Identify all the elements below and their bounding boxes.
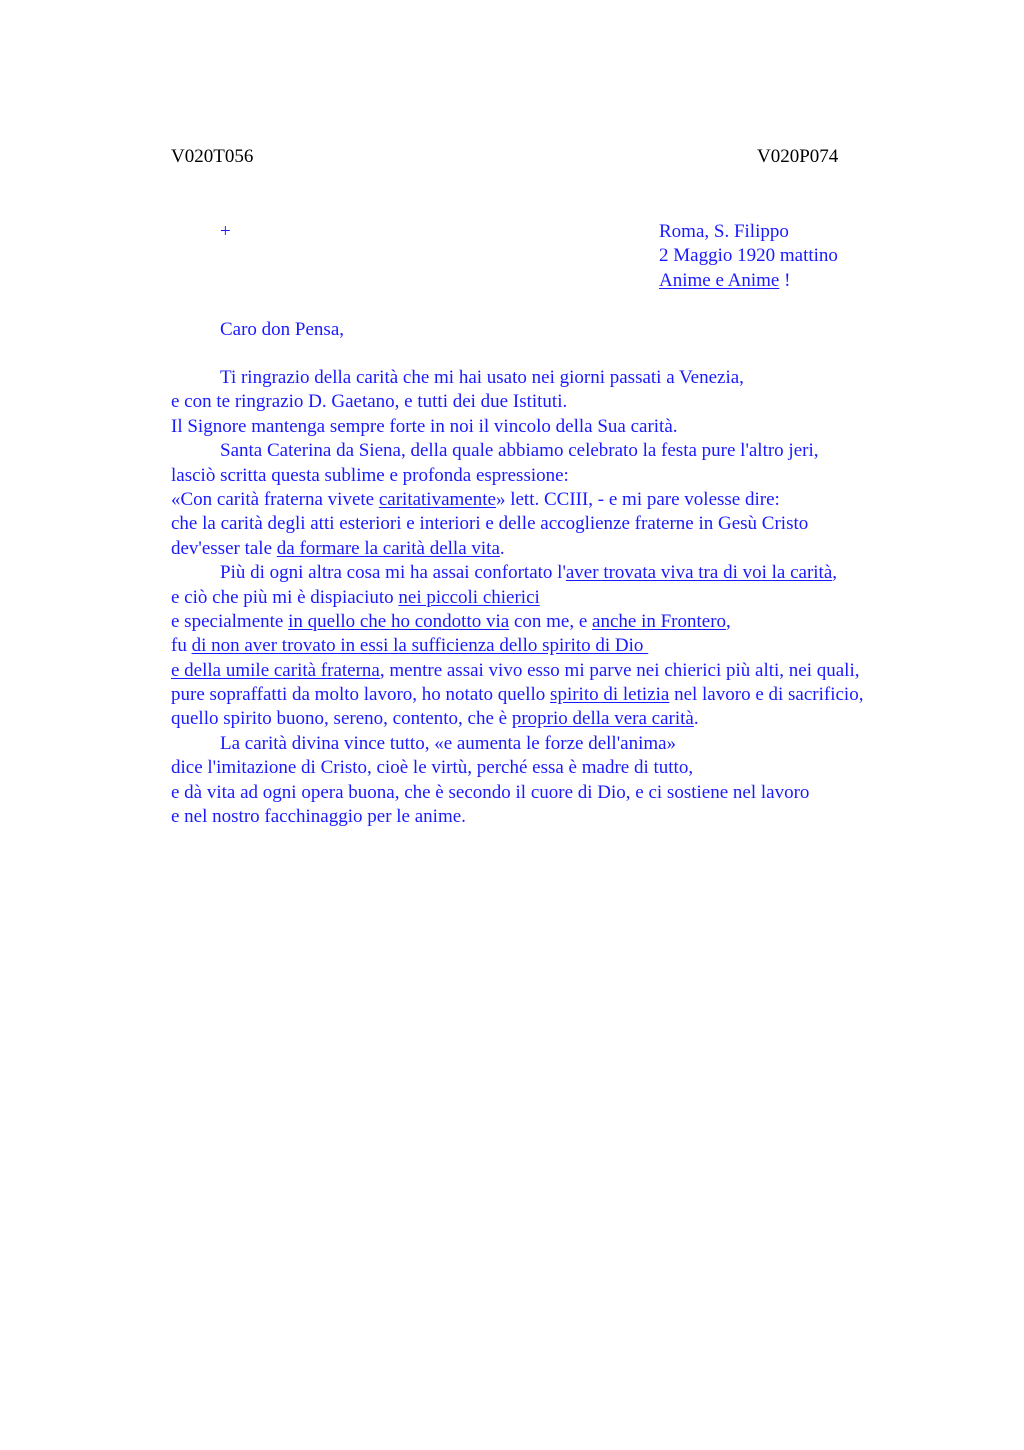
document-reference-left: V020T056 [171,146,254,167]
text-segment: pure sopraffatti da molto lavoro, ho notato quello [171,684,551,706]
underlined-phrase: caritativamente [378,488,496,510]
body-line [171,707,971,731]
underlined-phrase: di non aver trovato in essi la sufficienza dello spirito di Dio [191,635,649,657]
body-line [171,537,971,561]
text-segment: con me, e [509,610,593,632]
cross-symbol: + [220,221,231,242]
letter-body [171,366,971,829]
underlined-phrase: e della umile carità fraterna [171,659,380,681]
motto-underlined: Anime e Anime [659,269,780,291]
text-segment: e specialmente [171,610,289,632]
body-line [171,488,971,512]
underlined-phrase: spirito di letizia [550,684,670,706]
body-line: che la carità degli atti esteriori e interiori e delle accoglienze fraterne in Gesù Cristo [171,513,809,535]
place-date-block [659,220,838,293]
text-segment: . [693,708,699,730]
body-line: lasciò scritta questa sublime e profonda espressione: [171,464,569,486]
body-line [171,561,971,585]
body-line: e dà vita ad ogni opera buona, che è secondo il cuore di Dio, e ci sostiene nel lavoro [171,781,810,803]
underlined-phrase: in quello che ho condotto via [288,610,510,632]
underlined-phrase: anche in Frontero [592,610,727,632]
body-line: La carità divina vince tutto, «e aumenta le forze dell'anima» [220,732,677,754]
underlined-phrase: aver trovata viva tra di voi la carità [565,562,833,584]
text-segment: quello spirito buono, sereno, contento, che è [171,708,512,730]
text-segment: , [832,562,838,584]
underlined-phrase: da formare la carità della vita [276,537,500,559]
text-segment: » lett. CCIII, - e mi pare volesse dire: [495,488,780,510]
body-line: Ti ringrazio della carità che mi hai usato nei giorni passati a Venezia, [220,367,744,388]
text-segment: nel lavoro e di sacrificio, [669,684,864,706]
document-reference-right: V020P074 [757,146,839,167]
body-line [171,683,971,707]
body-line: Santa Caterina da Siena, della quale abbiamo celebrato la festa pure l'altro jeri, [220,440,819,462]
text-segment: e ciò che più mi è dispiaciuto [171,586,399,608]
motto-tail: ! [779,269,791,291]
underlined-phrase: nei piccoli chierici [398,586,540,608]
text-segment: , mentre assai vivo esso mi parve nei chierici più alti, nei quali, [379,659,860,681]
place-line: Roma, S. Filippo [659,221,789,242]
body-line: e nel nostro facchinaggio per le anime. [171,806,466,828]
body-line [171,634,971,658]
body-line [171,610,971,634]
body-line: dice l'imitazione di Cristo, cioè le virtù, perché essa è madre di tutto, [171,757,694,779]
text-segment: dev'esser tale [171,537,277,559]
text-segment: «Con carità fraterna vivete [171,488,379,510]
body-line [171,586,971,610]
date-line: 2 Maggio 1920 mattino [659,245,838,267]
body-line: Il Signore mantenga sempre forte in noi il vincolo della Sua carità. [171,415,678,437]
text-segment: fu [171,635,192,657]
body-line: e con te ringrazio D. Gaetano, e tutti dei due Istituti. [171,391,568,413]
salutation: Caro don Pensa, [220,319,345,340]
text-segment: Più di ogni altra cosa mi ha assai confortato l' [220,562,566,584]
text-segment: . [499,537,505,559]
motto-line [659,269,838,293]
body-line [171,659,971,683]
underlined-phrase: proprio della vera carità [511,708,694,730]
text-segment: , [726,610,731,632]
